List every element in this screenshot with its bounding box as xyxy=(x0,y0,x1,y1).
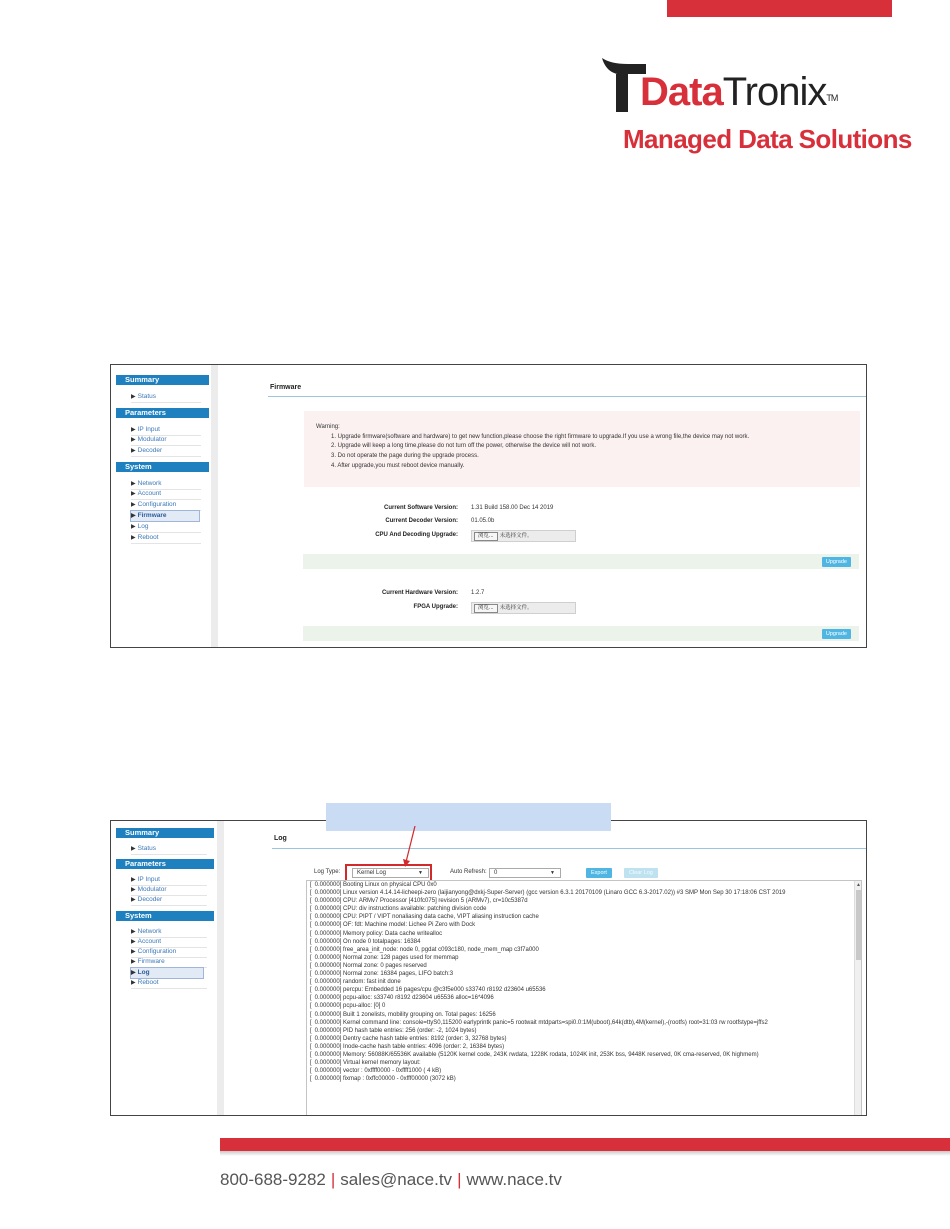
top-accent-bar xyxy=(667,0,892,17)
log-bracket: [ xyxy=(310,930,312,937)
log-line xyxy=(307,1067,861,1075)
log-line xyxy=(307,930,861,938)
annotation-callout xyxy=(326,803,611,831)
sidebar-item-modulator[interactable] xyxy=(131,435,201,446)
triangle-right-icon: ▶ xyxy=(131,394,136,400)
log-screenshot xyxy=(110,820,867,1116)
sidebar-item-label: IP Input xyxy=(137,876,160,883)
log-line xyxy=(307,1075,861,1083)
footer-shadow xyxy=(220,1151,950,1156)
sidebar-item-label: Log xyxy=(137,523,149,530)
sidebar-item-label: Status xyxy=(137,845,157,852)
triangle-right-icon: ▶ xyxy=(131,524,136,530)
decoder-version-label: Current Decoder Version: xyxy=(385,518,458,524)
triangle-right-icon: ▶ xyxy=(131,970,136,976)
log-line-text: 0.000000] vector : 0xffff0000 - 0xffff1000 ( 4 kB) xyxy=(314,1068,442,1075)
sidebar-item-label: IP Input xyxy=(137,426,160,433)
triangle-right-icon: ▶ xyxy=(131,887,136,893)
log-line xyxy=(307,962,861,970)
fpga-upgrade-button[interactable]: Upgrade xyxy=(822,629,851,639)
log-bracket: [ xyxy=(310,882,312,888)
log-bracket: [ xyxy=(310,898,312,905)
log-line xyxy=(307,946,861,954)
log-bracket: [ xyxy=(310,995,312,1002)
log-line-text: 0.000000] Normal zone: 0 pages reserved xyxy=(314,962,427,969)
footer-separator: | xyxy=(330,1170,336,1189)
log-bracket: [ xyxy=(310,938,312,945)
sidebar-item-status[interactable] xyxy=(131,392,201,403)
log-line xyxy=(307,938,861,946)
log-line-text: 0.000000] random: fast init done xyxy=(314,979,401,986)
sidebar-item-label: Account xyxy=(137,490,162,497)
log-bracket: [ xyxy=(310,987,312,994)
footer-phone[interactable]: 800-688-9282 xyxy=(220,1170,326,1189)
warning-text xyxy=(316,423,749,472)
log-line-text: 0.000000] Linux version 4.14.14-licheepi-zero (laijianyong@dxkj-Super-Server) (gcc version 6.3.1 20170109 (Linaro GCC 6.3-2017.02)) #3 SMP Mon Sep 30 17:18:06 CST 2019 xyxy=(314,890,786,897)
triangle-right-icon: ▶ xyxy=(131,980,136,986)
sidebar-item-label: Network xyxy=(137,480,162,487)
sidebar-item-label: Decoder xyxy=(137,447,163,454)
log-bracket: [ xyxy=(310,922,312,929)
triangle-right-icon: ▶ xyxy=(131,437,136,443)
page-title: Log xyxy=(274,835,287,842)
log-bracket: [ xyxy=(310,906,312,913)
log-line-text: 0.000000] CPU: PIPT / VIPT nonaliasing data cache, VIPT aliasing instruction cache xyxy=(314,914,539,921)
scroll-up-icon[interactable]: ▲ xyxy=(856,882,861,888)
triangle-right-icon: ▶ xyxy=(131,877,136,883)
sidebar-section-parameters: Parameters xyxy=(116,859,214,869)
warning-heading: Warning: xyxy=(316,424,340,430)
log-bracket: [ xyxy=(310,1076,312,1083)
log-line xyxy=(307,970,861,978)
sidebar-item-reboot[interactable] xyxy=(131,533,201,544)
log-line xyxy=(307,889,861,897)
log-bracket: [ xyxy=(310,1027,312,1034)
sidebar-item-log[interactable] xyxy=(131,522,201,533)
cpu-upgrade-bar xyxy=(303,554,859,569)
sidebar-section-summary: Summary xyxy=(116,375,209,385)
warning-line: 3. Do not operate the page during the upgrade process. xyxy=(331,453,479,460)
decoder-version-value: 01.05.0b xyxy=(471,518,495,524)
log-line xyxy=(307,986,861,994)
sidebar-item-label: Modulator xyxy=(137,886,167,893)
footer-accent-bar xyxy=(220,1138,950,1151)
log-bracket: [ xyxy=(310,1051,312,1058)
datatronix-logo xyxy=(600,52,912,157)
log-line-text: 0.000000] Normal zone: 128 pages used for memmap xyxy=(314,954,459,961)
cpu-upgrade-label: CPU And Decoding Upgrade: xyxy=(375,532,458,538)
log-line xyxy=(307,1043,861,1051)
log-bracket: [ xyxy=(310,1060,312,1067)
sidebar-item-label: Network xyxy=(137,928,162,935)
triangle-right-icon: ▶ xyxy=(131,959,136,965)
triangle-right-icon: ▶ xyxy=(131,949,136,955)
browse-button[interactable]: 浏览... xyxy=(474,532,498,541)
sidebar xyxy=(111,365,214,647)
sidebar-section-system: System xyxy=(116,462,209,472)
triangle-right-icon: ▶ xyxy=(131,897,136,903)
triangle-right-icon: ▶ xyxy=(131,481,136,487)
log-line-text: 0.000000] Virtual kernel memory layout: xyxy=(314,1060,421,1067)
logo-word-data: Data xyxy=(640,70,723,114)
triangle-right-icon: ▶ xyxy=(131,491,136,497)
log-bracket: [ xyxy=(310,971,312,978)
footer-email[interactable]: sales@nace.tv xyxy=(340,1170,453,1189)
log-line-text: 0.000000] free_area_init_node: node 0, pgdat c093c180, node_mem_map c3f7a000 xyxy=(314,946,539,953)
arrow-down-icon xyxy=(400,826,420,868)
software-version-value: 1.31 Build 158.00 Dec 14 2019 xyxy=(471,505,554,511)
log-bracket: [ xyxy=(310,954,312,961)
firmware-screenshot xyxy=(110,364,867,648)
log-line xyxy=(307,1051,861,1059)
log-line xyxy=(307,978,861,986)
triangle-right-icon: ▶ xyxy=(131,535,136,541)
log-line-text: 0.000000] CPU: div instructions available: patching division code xyxy=(314,906,487,913)
log-bracket: [ xyxy=(310,1068,312,1075)
fpga-upgrade-label: FPGA Upgrade: xyxy=(413,604,458,610)
log-bracket: [ xyxy=(310,1019,312,1026)
footer-contact xyxy=(220,1170,562,1190)
log-type-value: Kernel Log xyxy=(357,870,387,876)
warning-box xyxy=(304,411,860,487)
log-bracket: [ xyxy=(310,1043,312,1050)
log-line xyxy=(307,921,861,929)
auto-refresh-value: 0 xyxy=(494,870,498,876)
triangle-right-icon: ▶ xyxy=(131,929,136,935)
log-line xyxy=(307,954,861,962)
triangle-right-icon: ▶ xyxy=(131,427,136,433)
sidebar-item-label: Firmware xyxy=(137,958,165,965)
sidebar-item-label: Modulator xyxy=(137,436,167,443)
caret-down-icon: ▼ xyxy=(418,870,423,876)
scroll-thumb[interactable] xyxy=(856,890,861,960)
sidebar-item-label: Reboot xyxy=(137,534,159,541)
log-line-text: 0.000000] pcpu-alloc: s33740 r8192 d23604 u65536 alloc=16*4096 xyxy=(314,995,494,1002)
caret-down-icon: ▼ xyxy=(550,870,555,876)
log-line-text: 0.000000] Memory: 56088K/65536K available (5120K kernel code, 243K rwdata, 1228K rodata, 1024K init, 253K bss, 9448K reserved, 0K cma-reserved, 0K highmem) xyxy=(314,1051,759,1058)
log-bracket: [ xyxy=(310,1035,312,1042)
log-line xyxy=(307,1011,861,1019)
sidebar-item-label: Account xyxy=(137,938,162,945)
title-divider xyxy=(272,848,866,849)
page-title: Firmware xyxy=(270,384,302,391)
log-line-text: 0.000000] percpu: Embedded 16 pages/cpu @c3f5e000 s33740 r8192 d23604 u65536 xyxy=(314,987,546,994)
warning-line: 4. After upgrade,you must reboot device manually. xyxy=(331,462,465,469)
warning-line: 2. Upgrade will keep a long time,please do not turn off the power, otherwise the device will not work. xyxy=(331,443,597,450)
log-bracket: [ xyxy=(310,1011,312,1018)
log-line xyxy=(307,1019,861,1027)
sidebar-item-label: Log xyxy=(137,969,150,976)
log-line xyxy=(307,1035,861,1043)
fpga-file-input[interactable] xyxy=(471,602,576,614)
log-line-text: 0.000000] OF: fdt: Machine model: Lichee Pi Zero with Dock xyxy=(314,922,476,929)
no-file-text: 未选择文件。 xyxy=(499,533,533,539)
sidebar xyxy=(111,821,214,1115)
log-line-text: 0.000000] Dentry cache hash table entries: 8192 (order: 3, 32768 bytes) xyxy=(314,1035,507,1042)
footer-website[interactable]: www.nace.tv xyxy=(466,1170,562,1189)
fpga-upgrade-bar xyxy=(303,626,859,641)
sidebar-item-label: Decoder xyxy=(137,896,163,903)
sidebar-section-parameters: Parameters xyxy=(116,408,209,418)
sidebar-item-reboot[interactable] xyxy=(131,978,207,989)
sidebar-item-label: Configuration xyxy=(137,501,177,508)
auto-refresh-label: Auto Refresh: xyxy=(450,869,487,875)
log-line-text: 0.000000] PID hash table entries: 256 (order: -2, 1024 bytes) xyxy=(314,1027,477,1034)
log-bracket: [ xyxy=(310,1003,312,1010)
log-line-text: 0.000000] pcpu-alloc: [0] 0 xyxy=(314,1003,386,1010)
logo-tagline: Managed Data Solutions xyxy=(623,124,912,154)
log-line xyxy=(307,897,861,905)
log-line-text: 0.000000] fixmap : 0xffc00000 - 0xfff00000 (3072 kB) xyxy=(314,1076,456,1083)
title-divider xyxy=(268,396,866,397)
log-line xyxy=(307,1002,861,1010)
sidebar-item-label: Firmware xyxy=(137,512,167,519)
log-bracket: [ xyxy=(310,890,312,897)
warning-line: 1. Upgrade firmware(software and hardware) to get new function,please choose the right firmware to upgrade.If you use a wrong file,the device may not work. xyxy=(331,433,750,440)
auto-refresh-select[interactable] xyxy=(489,868,561,878)
sidebar-section-system: System xyxy=(116,911,214,921)
logo-word-tronix: Tronix xyxy=(722,70,827,114)
triangle-right-icon: ▶ xyxy=(131,448,136,454)
log-lines xyxy=(307,881,861,1083)
log-line xyxy=(307,1027,861,1035)
log-line xyxy=(307,913,861,921)
browse-button[interactable]: 浏览... xyxy=(474,604,498,613)
sidebar-item-decoder[interactable] xyxy=(131,446,201,457)
cpu-file-input[interactable] xyxy=(471,530,576,542)
hardware-version-label: Current Hardware Version: xyxy=(381,590,458,596)
export-button[interactable]: Export xyxy=(586,868,612,878)
log-line-text: 0.000000] Normal zone: 16384 pages, LIFO batch:3 xyxy=(314,971,454,978)
triangle-right-icon: ▶ xyxy=(131,939,136,945)
log-line-text: 0.000000] Inode-cache hash table entries: 4096 (order: 2, 16384 bytes) xyxy=(314,1043,505,1050)
logo-trademark: TM xyxy=(826,93,838,103)
log-line-text: 0.000000] Built 1 zonelists, mobility grouping on. Total pages: 16256 xyxy=(314,1011,496,1018)
log-line xyxy=(307,1059,861,1067)
software-version-label: Current Software Version: xyxy=(383,505,458,511)
sidebar-item-account[interactable] xyxy=(131,489,201,500)
log-bracket: [ xyxy=(310,962,312,969)
clear-log-button[interactable]: Clear Log xyxy=(624,868,658,878)
logo-wordmark xyxy=(640,70,837,114)
log-type-label: Log Type: xyxy=(314,869,341,875)
log-bracket: [ xyxy=(310,946,312,953)
log-text-area[interactable] xyxy=(306,880,862,1116)
log-bracket: [ xyxy=(310,979,312,986)
log-scrollbar[interactable] xyxy=(854,881,861,1115)
sidebar-gutter xyxy=(217,821,224,1115)
triangle-right-icon: ▶ xyxy=(131,846,136,852)
footer-separator: | xyxy=(457,1170,462,1189)
sidebar-item-label: Reboot xyxy=(137,979,159,986)
sidebar-item-decoder[interactable] xyxy=(131,895,207,906)
sidebar-item-status[interactable] xyxy=(131,844,207,855)
cpu-upgrade-button[interactable]: Upgrade xyxy=(822,557,851,567)
log-line xyxy=(307,881,861,889)
sidebar-item-label: Configuration xyxy=(137,948,177,955)
log-line-text: 0.000000] CPU: ARMv7 Processor [410fc075] revision 5 (ARMv7), cr=10c5387d xyxy=(314,898,528,905)
sidebar-item-firmware[interactable] xyxy=(130,510,200,522)
log-line xyxy=(307,905,861,913)
log-line-text: 0.000000] Kernel command line: console=ttyS0,115200 earlyprintk panic=5 rootwait mtdparts=spi0.0:1M(uboot),64k(dtb),4M(kernel),-(rootfs) root=31:03 rw rootfstype=jffs2 xyxy=(314,1019,768,1026)
log-line-text: 0.000000] On node 0 totalpages: 16384 xyxy=(314,938,421,945)
log-line xyxy=(307,994,861,1002)
sidebar-item-label: Status xyxy=(137,393,157,400)
no-file-text: 未选择文件。 xyxy=(499,605,533,611)
triangle-right-icon: ▶ xyxy=(131,502,136,508)
log-line-text: 0.000000] Memory policy: Data cache writealloc xyxy=(314,930,443,937)
sidebar-section-summary: Summary xyxy=(116,828,214,838)
triangle-right-icon: ▶ xyxy=(131,513,136,519)
hardware-version-value: 1.2.7 xyxy=(471,590,485,596)
log-line-text: 0.000000] Booting Linux on physical CPU 0x0 xyxy=(314,882,437,888)
log-bracket: [ xyxy=(310,914,312,921)
